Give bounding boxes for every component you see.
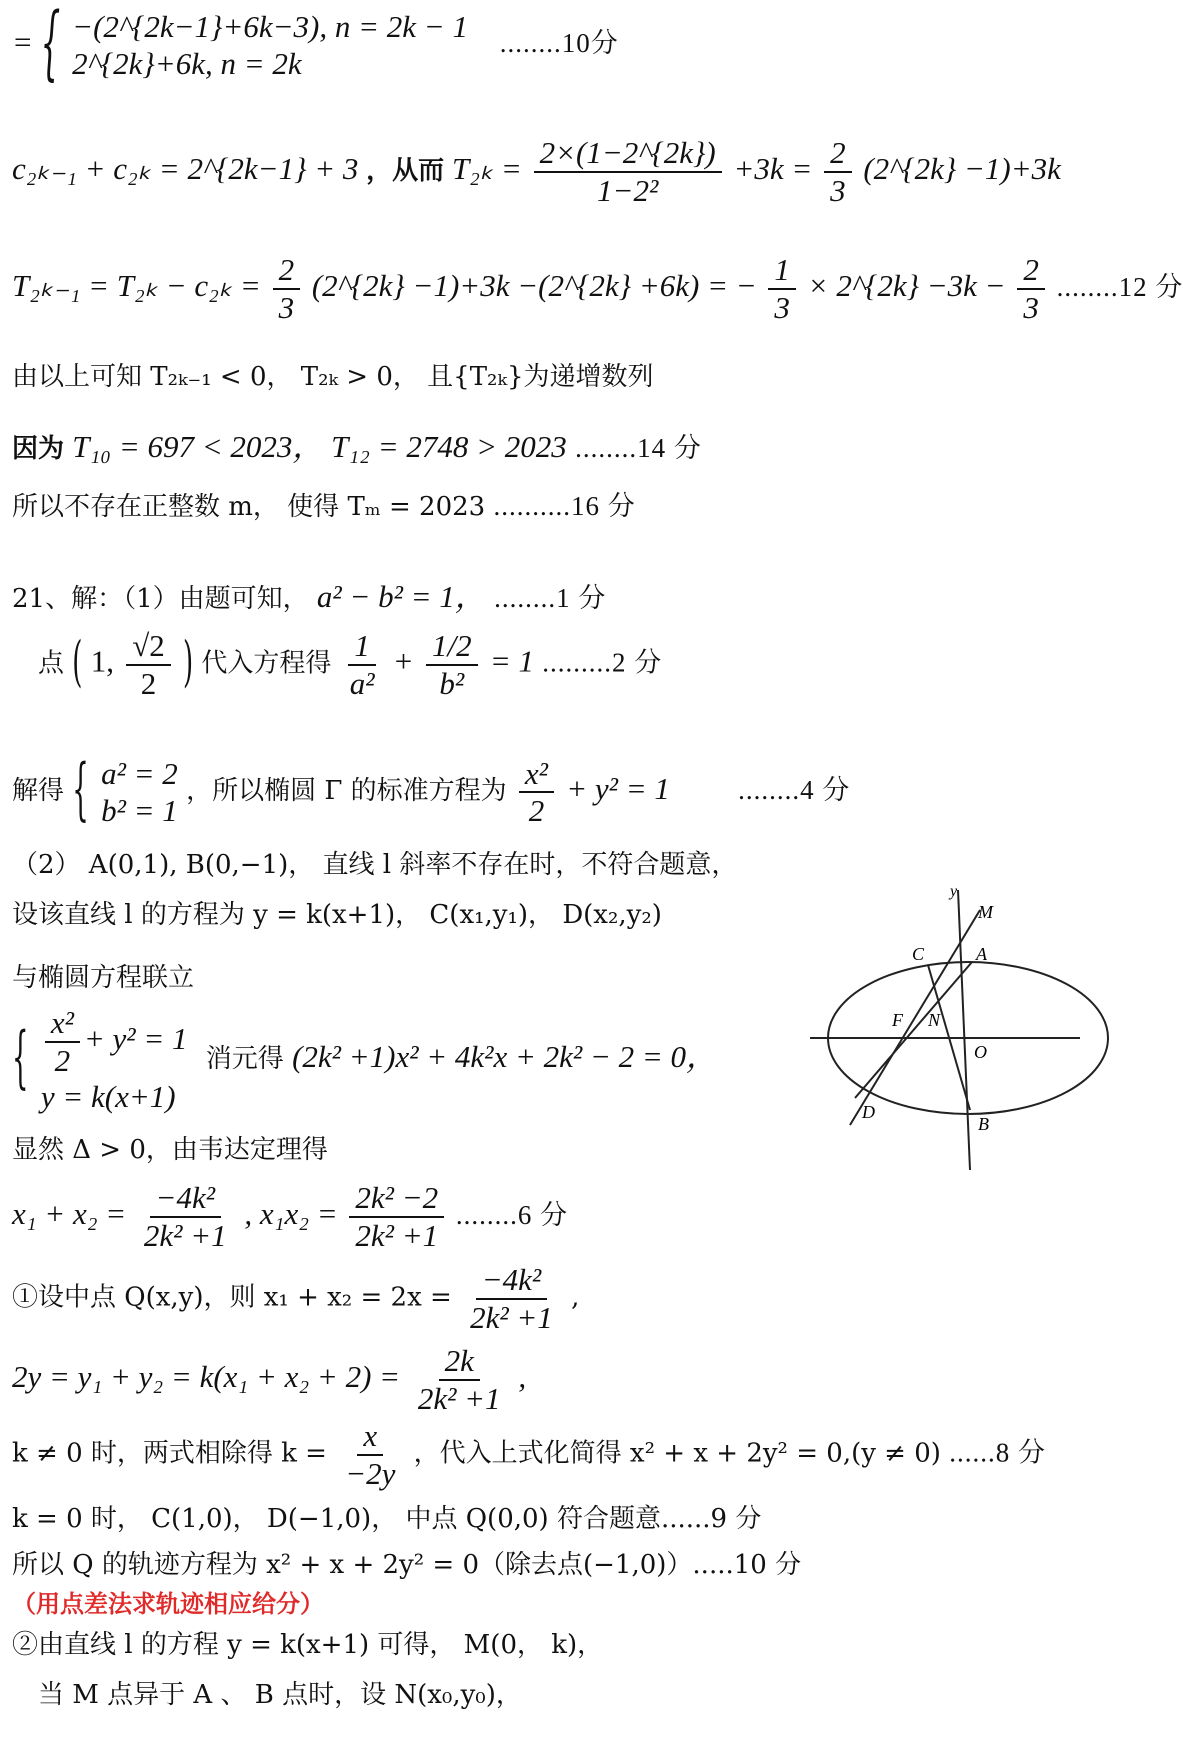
fraction-denominator: 2 [54, 1042, 71, 1078]
score-2: .........2 分 [542, 647, 663, 678]
fraction-denominator: 2k² +1 [470, 1299, 553, 1335]
plus-3k: +3k = [733, 150, 813, 186]
conj-text: ，从而 [366, 155, 445, 186]
fraction-denominator: 3 [830, 172, 846, 208]
solved-line [12, 751, 851, 830]
t2k-label: T₂ₖ = [451, 150, 522, 186]
fraction-numerator: √2 [126, 628, 171, 666]
fraction-denominator: −2y [345, 1455, 396, 1491]
left-brace: { [12, 1019, 29, 1098]
system-ellipse-tail: + y² = 1 [83, 1020, 188, 1056]
system-line-eq: y = k(x+1) [40, 1079, 176, 1115]
score-4: ........4 分 [738, 775, 851, 806]
fraction-numerator: −4k² [476, 1262, 547, 1300]
joint-line: 与椭圆方程联立 [12, 963, 195, 993]
k-nonzero-tail: ，代入上式化简得 x² + x + 2y² = 0,(y ≠ 0) [413, 1438, 941, 1469]
equals-sign: = [12, 24, 33, 60]
fraction-numerator: 2k [439, 1343, 480, 1381]
point-x: 1, [90, 643, 114, 679]
substitute-text: 代入方程得 [201, 648, 332, 679]
a-squared: a² = 2 [101, 756, 178, 791]
conclusion-line [12, 490, 636, 523]
plus-sign: + [392, 643, 414, 679]
delta-line: 显然 Δ > 0，由韦达定理得 [12, 1135, 328, 1165]
m-point-line: ②由直线 l 的方程 y = k(x+1) 可得， M(0， k)， [12, 1630, 604, 1660]
solved-cases [101, 755, 178, 829]
t2k-line [12, 135, 1061, 208]
fraction-numerator: −4k² [150, 1180, 221, 1218]
fraction-numerator: x [357, 1418, 383, 1456]
fraction-denominator: 2k² +1 [417, 1380, 501, 1416]
q21-head-line [12, 578, 606, 615]
point-y-fraction [126, 628, 171, 701]
red-note: （用点差法求轨迹相应给分） [12, 1589, 324, 1618]
point-substitution-line [38, 628, 662, 701]
fraction-numerator: 1 [348, 628, 376, 666]
eliminate-text: 消元得 [205, 1044, 284, 1075]
midpoint-y-text: 2y = y₁ + y₂ = k(x₁ + x₂ + 2) = [12, 1358, 401, 1394]
y-axis [958, 890, 970, 1170]
x2-over-2 [45, 1005, 80, 1078]
equals-one: = 1 [489, 643, 535, 679]
t2k-minus1-mid2: × 2^{2k} −3k − [807, 267, 1006, 303]
ellipse-figure [810, 880, 1080, 1180]
b-squared: b² = 1 [101, 793, 178, 829]
score-16: ..........16 分 [493, 491, 636, 521]
label-c: C [912, 944, 925, 964]
fraction-two-thirds-a [273, 252, 301, 325]
t2k-minus1-mid: (2^{2k} −1)+3k −(2^{2k} +6k) = − [311, 267, 757, 303]
k-nonzero-text: k ≠ 0 时，两式相除得 k = [12, 1438, 327, 1469]
fraction-numerator: 2 [824, 135, 852, 173]
line-setup: 设该直线 l 的方程为 y = k(x+1)， C(x₁,y₁)， D(x₂,y₂) [12, 900, 662, 930]
midpoint-x-line [12, 1262, 579, 1335]
vieta-line [12, 1180, 568, 1253]
k-fraction [339, 1418, 401, 1491]
fraction-numerator: x² [45, 1005, 80, 1043]
product-roots: , x₁x₂ = [244, 1195, 338, 1231]
quadratic-eq: (2k² +1)x² + 4k²x + 2k² − 2 = 0， [292, 1039, 718, 1075]
q21-head: 21、解：（1）由题可知， [12, 584, 309, 614]
label-m: M [978, 902, 993, 922]
c-sum: c₂ₖ₋₁ + c₂ₖ = 2^{2k−1} + 3 [12, 150, 359, 186]
left-paren: ( [72, 631, 83, 695]
conclusion-text: 所以不存在正整数 m， 使得 Tₘ = 2023 [12, 492, 486, 522]
t2k-minus1-left: T₂ₖ₋₁ = T₂ₖ − c₂ₖ = [12, 267, 261, 303]
midpoint-x-fraction [464, 1262, 559, 1335]
label-n: N [928, 1010, 941, 1030]
q21-equation: a² − b² = 1， [316, 579, 486, 614]
label-b: B [978, 1114, 989, 1134]
fraction-denominator: 3 [774, 289, 790, 325]
fraction-numerator: 2 [273, 252, 301, 290]
because-label: 因为 [12, 434, 65, 464]
left-brace: { [40, 0, 61, 91]
comma: , [518, 1358, 527, 1394]
midpoint-y-fraction [412, 1343, 507, 1416]
fraction-numerator: 2k² −2 [349, 1180, 444, 1218]
sum-roots: x₁ + x₂ = [12, 1195, 127, 1231]
midpoint-y-line [12, 1343, 526, 1416]
score-10: ........10分 [499, 28, 619, 59]
fraction-denominator: 2 [140, 665, 157, 701]
x2-over-2 [519, 756, 554, 829]
system-ellipse [41, 1005, 188, 1078]
score-1: ........1 分 [494, 583, 607, 613]
t2k-tail: (2^{2k} −1)+3k [863, 150, 1061, 186]
label-d: D [862, 1102, 875, 1122]
system-cases [41, 1005, 188, 1115]
monotonic-line: 由以上可知 T₂ₖ₋₁ < 0， T₂ₖ > 0， 且{T₂ₖ}为递增数列 [12, 362, 654, 392]
because-values: T₁₀ = 697 < 2023， T₁₂ = 2748 > 2023 [72, 429, 567, 464]
product-fraction [349, 1180, 444, 1253]
score-12: ........12 分 [1056, 271, 1183, 302]
label-a: A [976, 944, 987, 964]
two-thirds-fraction [824, 135, 852, 208]
fraction-denominator: 2k² +1 [355, 1217, 439, 1253]
fraction-two-thirds-b [1017, 252, 1045, 325]
solved-label: 解得 [12, 776, 65, 807]
left-brace: { [72, 751, 89, 830]
case-odd: −(2^{2k−1}+6k−3), n = 2k − 1 [72, 9, 468, 44]
case-even: 2^{2k}+6k, n = 2k [72, 46, 302, 82]
comma: , [571, 1282, 580, 1313]
ellipse-text: ，所以椭圆 Γ 的标准方程为 [186, 776, 507, 807]
part2-line: （2） A(0,1), B(0,−1)， 直线 l 斜率不存在时，不符合题意， [12, 850, 738, 880]
fraction-numerator: x² [519, 756, 554, 794]
sum-fraction [138, 1180, 233, 1253]
k-nonzero-line [12, 1418, 1046, 1491]
n-point-line: 当 M 点异于 A 、 B 点时，设 N(x₀,y₀)， [38, 1680, 522, 1710]
line-l [850, 910, 980, 1125]
label-y: y [950, 883, 958, 900]
fraction-denominator: 1−2² [597, 172, 659, 208]
system-line [12, 1005, 717, 1115]
fraction-denominator: 3 [278, 289, 295, 325]
because-line [12, 428, 702, 465]
fraction-numerator: 2×(1−2^{2k}) [534, 135, 722, 173]
t2k-minus1-line [12, 252, 1183, 325]
score-8: ......8 分 [949, 1437, 1046, 1468]
k-zero-line: k = 0 时， C(1,0)， D(−1,0)， 中点 Q(0,0) 符合题意......9 分 [12, 1504, 762, 1534]
fraction-denominator: a² [349, 665, 375, 701]
fraction-numerator: 1/2 [426, 628, 478, 666]
label-f: F [892, 1010, 903, 1030]
one-over-a2 [344, 628, 381, 701]
piecewise-cases [72, 8, 468, 82]
geom-sum-fraction [534, 135, 722, 208]
score-14: ........14 分 [575, 433, 702, 463]
fraction-numerator: 1 [768, 252, 796, 290]
piecewise-line [12, 0, 619, 91]
locus-line: 所以 Q 的轨迹方程为 x² + x + 2y² = 0（除去点(−1,0)）.....10 分 [12, 1550, 802, 1580]
label-o: O [974, 1042, 987, 1062]
fraction-one-third [768, 252, 796, 325]
fraction-denominator: b² [439, 665, 465, 701]
fraction-denominator: 3 [1023, 289, 1039, 325]
right-paren: ) [183, 631, 194, 695]
fraction-denominator: 2 [528, 793, 545, 829]
score-6: ........6 分 [455, 1199, 569, 1230]
fraction-denominator: 2k² +1 [143, 1217, 227, 1253]
point-label: 点 [38, 648, 65, 679]
fraction-numerator: 2 [1017, 252, 1045, 290]
half-over-b2 [426, 628, 478, 701]
ellipse-tail: + y² = 1 [566, 771, 670, 807]
midpoint-x-text: ①设中点 Q(x,y)，则 x₁ + x₂ = 2x = [12, 1282, 452, 1313]
